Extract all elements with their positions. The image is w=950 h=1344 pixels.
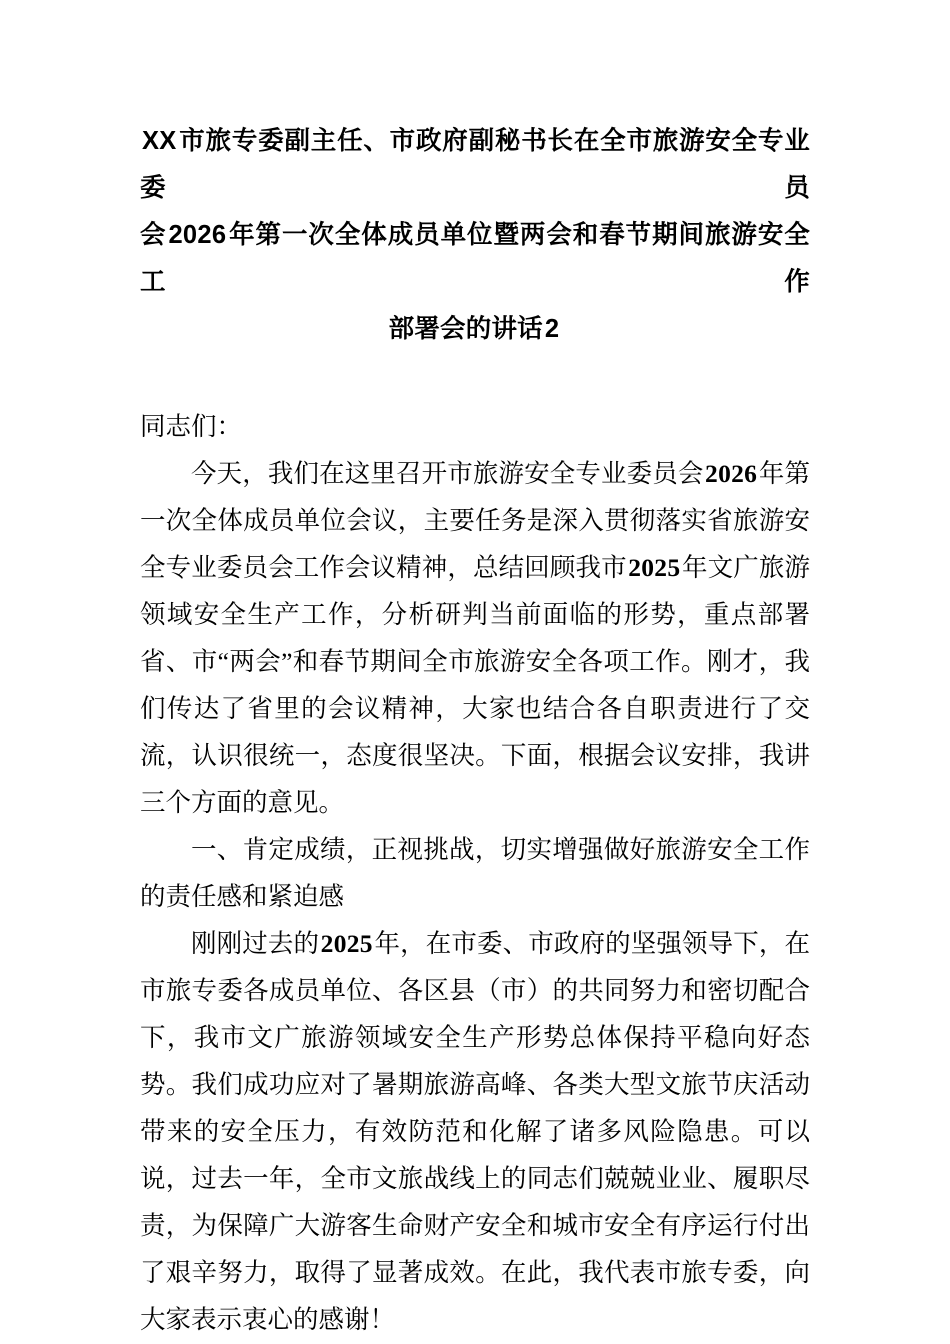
title-year-2026: 2026 (168, 221, 227, 249)
title-number-2: 2 (544, 315, 560, 343)
title-latin-xx: XX (142, 127, 177, 155)
title-line-1: XX市旅专委副主任、市政府副秘书长在全市旅游安全专业委员 (140, 127, 810, 202)
year-2025-b: 2025 (320, 929, 373, 958)
year-2026: 2026 (705, 459, 758, 488)
paragraph-achievements: 刚刚过去的2025年，在市委、市政府的坚强领导下，在市旅专委各成员单位、各区县（市）的共同努力和密切配合下，我市文广旅游领域安全生产形势总体保持平稳向好态势。我们成功应对了暑期旅游高峰、各类大型文旅节庆活动带来的安全压力，有效防范和化解了诸多风险隐患。可以说，过去一年，全市文旅战线上的同志们兢兢业业、履职尽责，为保障广大游客生命财产安全和城市安全有序运行付出了艰辛努力，取得了显著成效。在此，我代表市旅专委，向大家表示衷心的感谢！ (140, 929, 810, 1334)
paragraph-opening: 今天，我们在这里召开市旅游安全专业委员会2026年第一次全体成员单位会议，主要任务是深入贯彻落实省旅游安全专业委员会工作会议精神，总结回顾我市2025年文广旅游领域安全生产工作，分析研判当前面临的形势，重点部署省、市“两会”和春节期间全市旅游安全各项工作。刚才，我们传达了省里的会议精神，大家也结合各自职责进行了交流，认识很统一，态度很坚决。下面，根据会议安排，我讲三个方面的意见。 (140, 459, 810, 817)
document-content-column (140, 0, 810, 1343)
section-heading-one: 一、肯定成绩，正视挑战，切实增强做好旅游安全工作的责任感和紧迫感 (140, 835, 810, 911)
document-body (140, 353, 810, 1343)
year-2025-a: 2025 (628, 553, 681, 582)
document-title-block (140, 0, 810, 353)
title-line-2: 会2026年第一次全体成员单位暨两会和春节期间旅游安全工作 (140, 221, 810, 296)
salutation: 同志们： (140, 412, 243, 441)
title-line-3: 部署会的讲话2 (388, 315, 560, 343)
page-title (140, 118, 810, 353)
